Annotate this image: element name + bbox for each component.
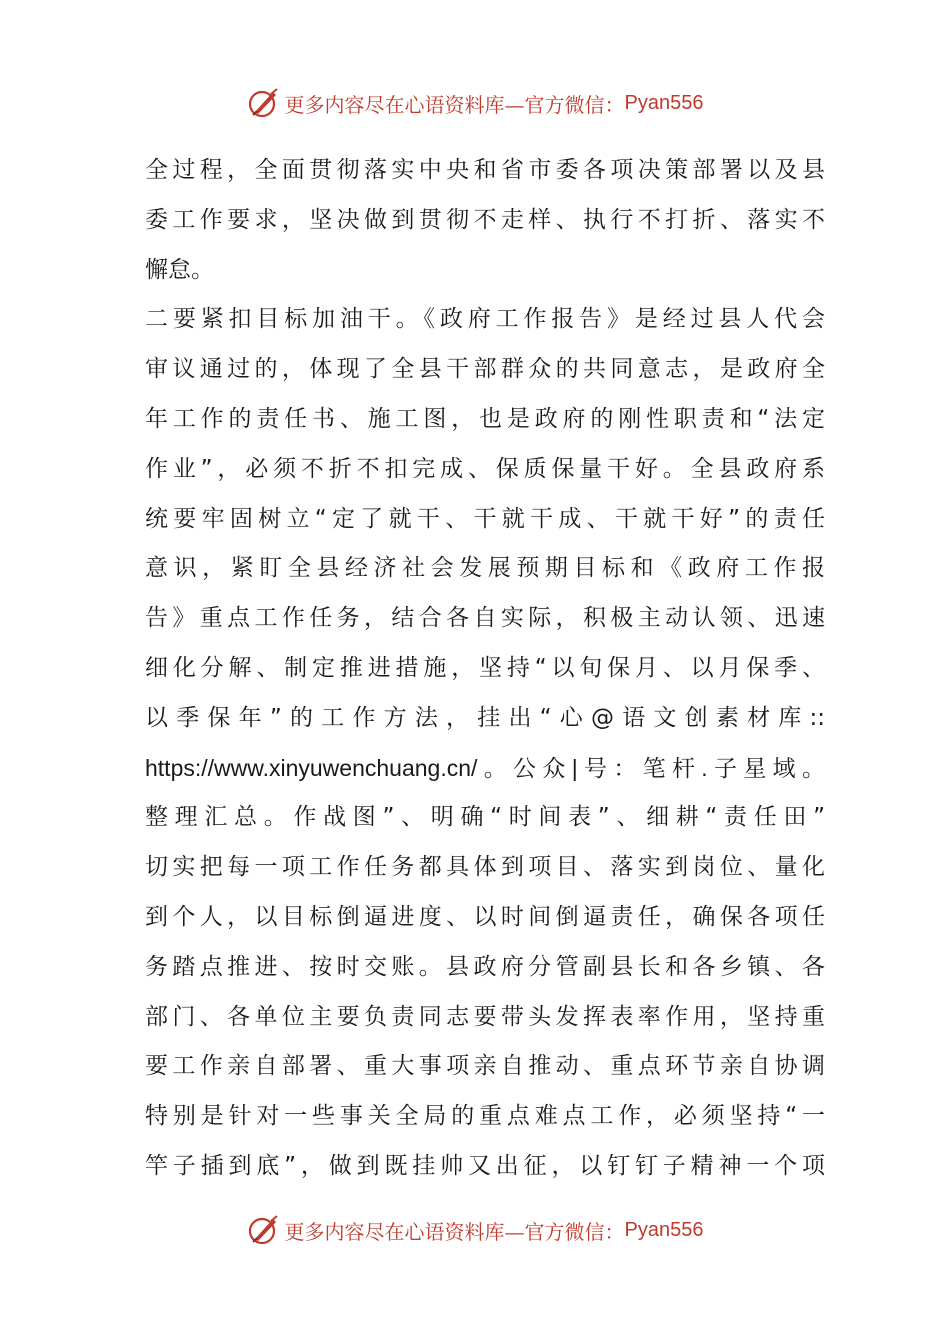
text-line: 细化分解、制定推进措施，坚持“以旬保月、以月保季、 (145, 654, 825, 681)
text-line: 部门、各单位主要负责同志要带头发挥表率作用，坚持重 (145, 1003, 825, 1030)
document-body (145, 146, 825, 1192)
text-line: 到个人，以目标倒逼进度、以时间倒逼责任，确保各项任 (145, 903, 825, 930)
text-line: 整理汇总。作战图”、明确“时间表”、细耕“责任田” (145, 804, 825, 831)
header-banner (0, 83, 950, 123)
text-line: 以季保年”的工作方法，挂出“心@语文创素材库:: (145, 704, 825, 731)
header-banner-text: 更多内容尽在心语资料库—官方微信： (284, 92, 625, 117)
text-line: 二要紧扣目标加油干。《政府工作报告》是经过县人代会 (145, 306, 825, 333)
text-line: 审议通过的，体现了全县干部群众的共同意志，是政府全 (145, 356, 825, 383)
text-line: 告》重点工作任务，结合各自实际，积极主动认领、迅速 (145, 605, 825, 632)
header-banner-handle: Pyan556 (624, 91, 704, 114)
text-line: 全过程，全面贯彻落实中央和省市委各项决策部署以及县 (145, 157, 825, 183)
text-line: 意识，紧盯全县经济社会发展预期目标和《政府工作报 (145, 555, 825, 582)
footer-banner (0, 1210, 950, 1250)
text-line: 务踏点推进、按时交账。县政府分管副县长和各乡镇、各 (145, 953, 825, 980)
quill-pen-circle-icon (247, 86, 281, 120)
text-line: 作业”，必须不折不扣完成、保质保量干好。全县政府系 (145, 455, 825, 482)
quill-pen-circle-icon (247, 1213, 281, 1247)
text-line: 统要牢固树立“定了就干、干就干成、干就干好”的责任 (145, 505, 825, 532)
text-line: 切实把每一项工作任务都具体到项目、落实到岗位、量化 (145, 854, 825, 881)
text-line: 竿子插到底”，做到既挂帅又出征，以钉钉子精神一个项 (145, 1152, 825, 1179)
text-line: 懈怠。 (145, 256, 214, 283)
text-line: 要工作亲自部署、重大事项亲自推动、重点环节亲自协调 (145, 1053, 825, 1080)
footer-banner-handle: Pyan556 (624, 1218, 704, 1241)
text-line: 特别是针对一些事关全局的重点难点工作，必须坚持“一 (145, 1103, 825, 1130)
text-line: 年工作的责任书、施工图，也是政府的刚性职责和“法定 (145, 405, 825, 432)
footer-banner-text: 更多内容尽在心语资料库—官方微信： (284, 1219, 625, 1244)
text-line: 委工作要求，坚决做到贯彻不走样、执行不打折、落实不 (145, 206, 825, 233)
text-line-url: https://www.xinyuwenchuang.cn/。公众|号：笔杆.子星域。 (145, 754, 825, 781)
